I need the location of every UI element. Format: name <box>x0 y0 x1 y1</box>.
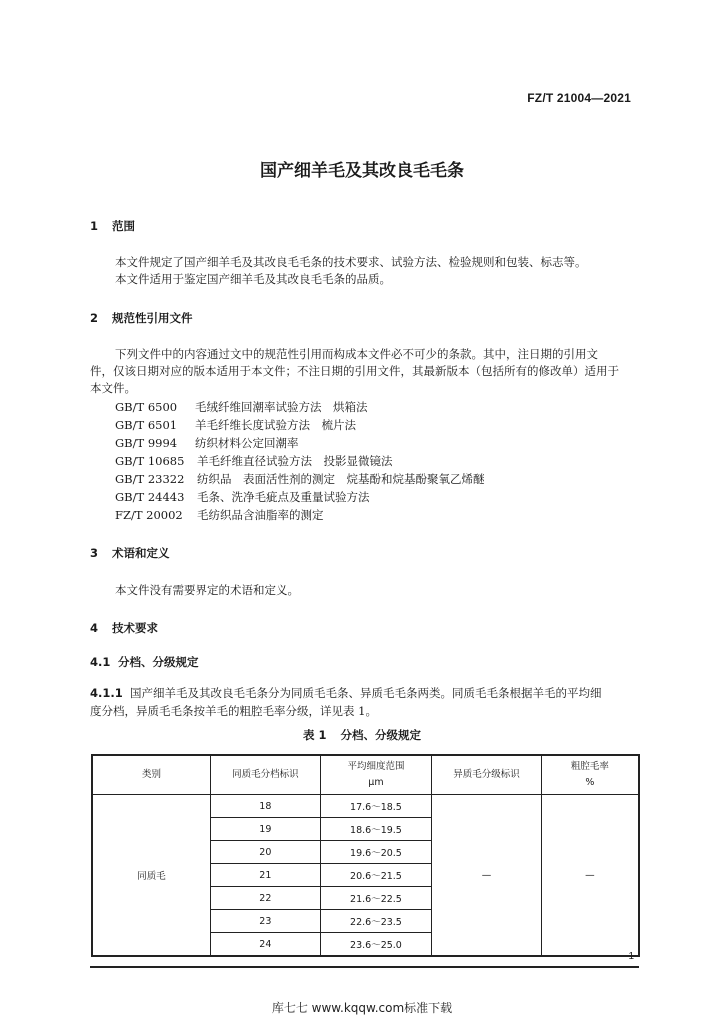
section-2-heading <box>90 310 193 326</box>
subsection-4-1-heading <box>90 654 199 670</box>
header-fineness-unit: μm <box>368 777 384 788</box>
section-title: 术语和定义 <box>112 546 170 560</box>
reference-code: GB/T 6500 <box>115 400 178 414</box>
document-title: 国产细羊毛及其改良毛毛条 <box>260 161 464 181</box>
reference-title: 毛纺织品含油脂率的测定 <box>197 508 324 522</box>
download-watermark: 库七七 www.kqqw.com标准下载 <box>271 1001 453 1015</box>
reference-item <box>115 471 485 487</box>
medulla-cell: — <box>541 795 639 957</box>
reference-title: 羊毛纤维直径试验方法 投影显微镜法 <box>197 454 393 468</box>
header-fineness <box>320 755 432 795</box>
range-cell: 17.6～18.5 <box>320 795 432 818</box>
table-caption <box>0 727 724 743</box>
table-caption-title: 分档、分级规定 <box>340 728 421 742</box>
header-medulla-label: 粗腔毛率 <box>570 761 609 772</box>
reference-item <box>115 507 324 523</box>
header-homo-grade: 同质毛分档标识 <box>211 755 321 795</box>
scope-paragraph-1: 本文件规定了国产细羊毛及其改良毛毛条的技术要求、试验方法、检验规则和包装、标志等。 <box>115 255 587 269</box>
reference-code: GB/T 23322 <box>115 472 185 486</box>
header-category: 类别 <box>92 755 211 795</box>
table-caption-label: 表 1 <box>302 728 327 742</box>
grade-cell: 18 <box>211 795 321 818</box>
table-row <box>92 795 639 818</box>
scope-paragraph-2: 本文件适用于鉴定国产细羊毛及其改良毛毛条的品质。 <box>115 272 391 286</box>
reference-code: GB/T 24443 <box>115 490 185 504</box>
range-cell: 19.6～20.5 <box>320 841 432 864</box>
range-cell: 20.6～21.5 <box>320 864 432 887</box>
normative-intro-line-1: 下列文件中的内容通过文中的规范性引用而构成本文件必不可少的条款。其中，注日期的引用文 <box>115 347 598 361</box>
header-medulla <box>541 755 639 795</box>
section-4-heading <box>90 620 158 636</box>
header-fineness-label: 平均细度范围 <box>347 761 405 772</box>
section-number: 1 <box>90 219 99 233</box>
reference-title: 毛绒纤维回潮率试验方法 烘箱法 <box>195 400 368 414</box>
grade-cell: 19 <box>211 818 321 841</box>
grade-cell: 21 <box>211 864 321 887</box>
normative-intro-line-2: 件，仅该日期对应的版本适用于本文件；不注日期的引用文件，其最新版本（包括所有的修改单）适用于 <box>90 364 619 378</box>
table-header-row <box>92 755 639 795</box>
standard-code: FZ/T 21004—2021 <box>527 91 631 105</box>
reference-item <box>115 453 393 469</box>
header-medulla-unit: % <box>585 777 595 788</box>
page-number: 1 <box>628 951 634 962</box>
footer-rule <box>90 966 639 968</box>
range-cell: 18.6～19.5 <box>320 818 432 841</box>
grade-cell: 24 <box>211 933 321 957</box>
header-hetero-grade: 异质毛分级标识 <box>432 755 542 795</box>
hetero-grade-cell: — <box>432 795 542 957</box>
reference-item <box>115 417 356 433</box>
section-number: 2 <box>90 311 99 325</box>
section-3-heading <box>90 545 170 561</box>
section-title: 技术要求 <box>112 621 158 635</box>
terms-paragraph: 本文件没有需要界定的术语和定义。 <box>115 583 299 597</box>
reference-item <box>115 399 368 415</box>
reference-title: 纺织品 表面活性剂的测定 烷基酚和烷基酚聚氧乙烯醚 <box>197 472 485 486</box>
category-cell: 同质毛 <box>92 795 211 957</box>
reference-title: 毛条、洗净毛疵点及重量试验方法 <box>197 490 370 504</box>
reference-code: GB/T 10685 <box>115 454 185 468</box>
section-1-heading <box>90 218 135 234</box>
grading-table <box>91 754 640 957</box>
section-number: 3 <box>90 546 99 560</box>
reference-item <box>115 435 299 451</box>
subsection-title: 分档、分级规定 <box>118 655 199 669</box>
clause-4-1-1-line-2: 度分档，异质毛毛条按羊毛的粗腔毛率分级，详见表 1。 <box>90 704 377 718</box>
grade-cell: 22 <box>211 887 321 910</box>
normative-intro-line-3: 本文件。 <box>90 381 136 395</box>
grade-cell: 20 <box>211 841 321 864</box>
range-cell: 22.6～23.5 <box>320 910 432 933</box>
reference-code: GB/T 6501 <box>115 418 178 432</box>
reference-code: GB/T 9994 <box>115 436 178 450</box>
range-cell: 23.6～25.0 <box>320 933 432 957</box>
clause-4-1-1-line-1 <box>90 685 602 701</box>
grade-cell: 23 <box>211 910 321 933</box>
clause-number: 4.1.1 <box>90 686 123 700</box>
reference-title: 羊毛纤维长度试验方法 梳片法 <box>195 418 356 432</box>
clause-text: 国产细羊毛及其改良毛毛条分为同质毛毛条、异质毛毛条两类。同质毛毛条根据羊毛的平均细 <box>130 686 602 700</box>
section-title: 范围 <box>112 219 135 233</box>
section-number: 4 <box>90 621 99 635</box>
reference-code: FZ/T 20002 <box>115 508 183 522</box>
reference-item <box>115 489 370 505</box>
subsection-number: 4.1 <box>90 655 111 669</box>
section-title: 规范性引用文件 <box>112 311 193 325</box>
range-cell: 21.6～22.5 <box>320 887 432 910</box>
reference-title: 纺织材料公定回潮率 <box>195 436 299 450</box>
